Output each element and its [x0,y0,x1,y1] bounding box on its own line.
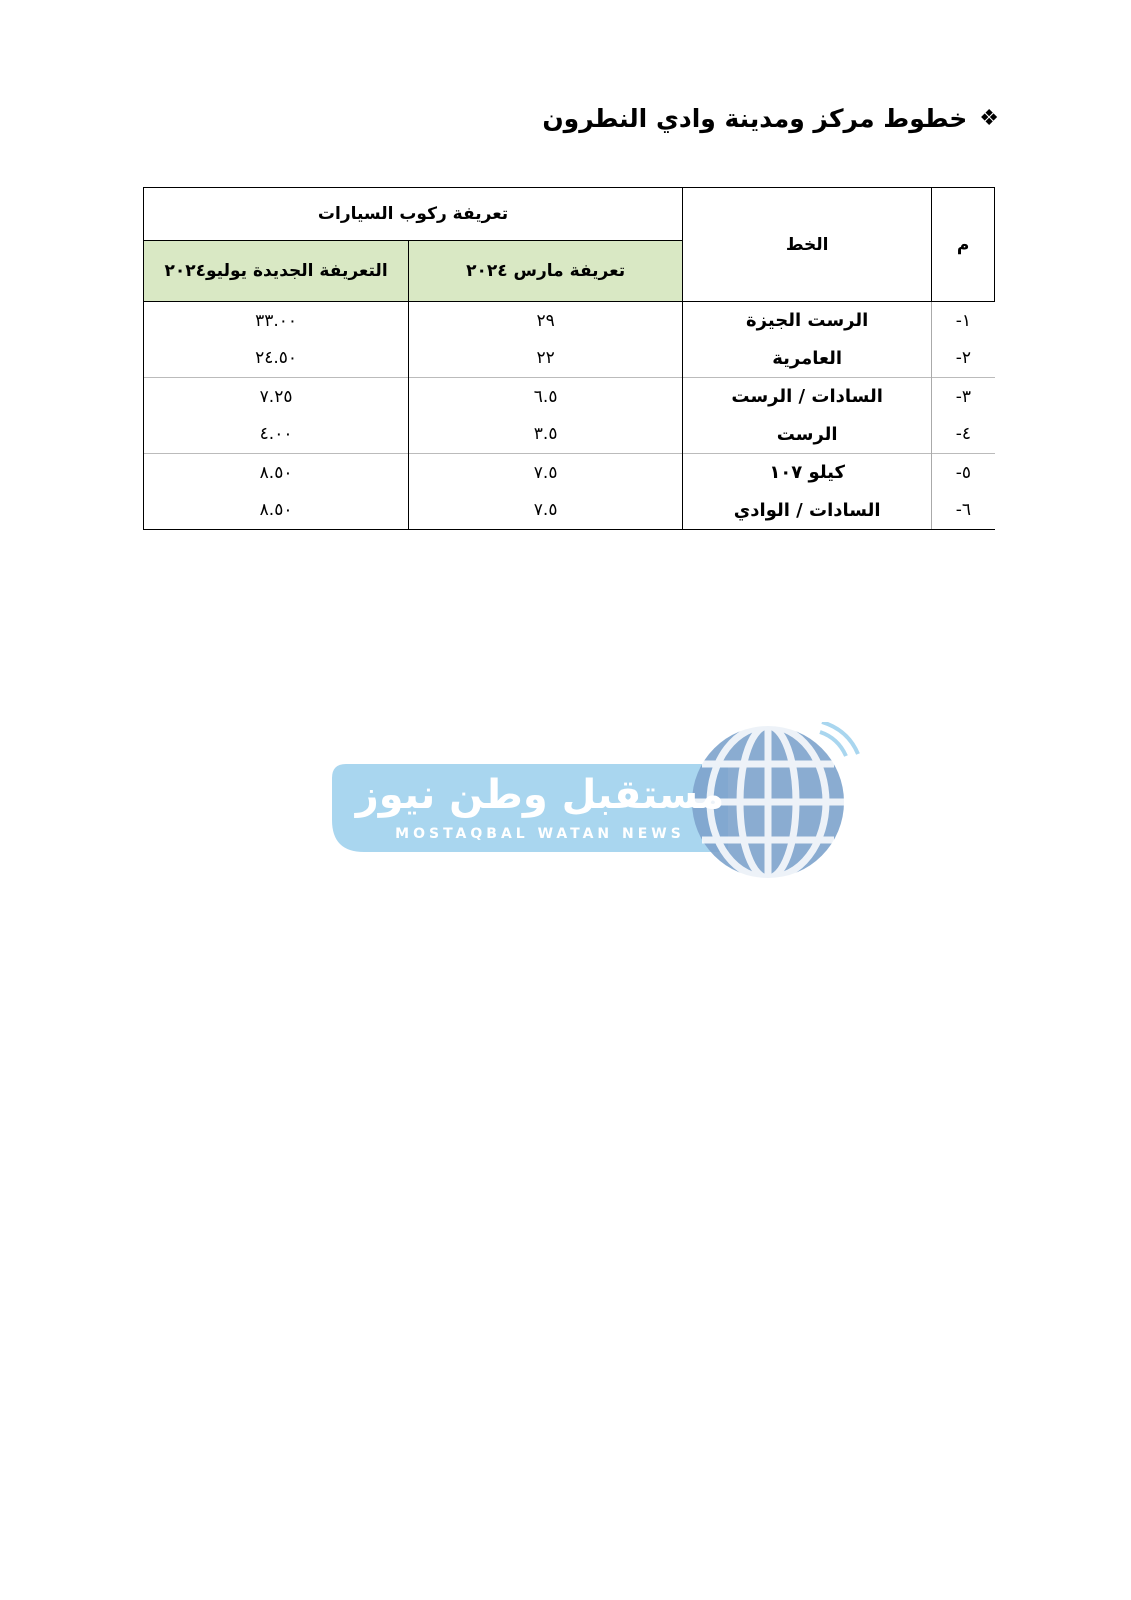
heading-text: خطوط مركز ومدينة وادي النطرون [542,104,968,133]
row-july-fare: ٨.٥٠ [144,492,409,530]
row-index: ٤- [932,416,995,454]
table-row [144,302,995,340]
header-line: الخط [683,188,932,302]
watermark-arabic: مستقبل وطن نيوز [355,772,725,818]
row-march-fare: ٢٢ [409,340,683,378]
row-july-fare: ٤.٠٠ [144,416,409,454]
row-march-fare: ٦.٥ [409,378,683,416]
row-index: ٦- [932,492,995,530]
table-row [144,378,995,416]
row-line-name: الرست الجيزة [683,302,932,340]
signal-waves-icon [820,722,858,756]
row-line-name: كيلو ١٠٧ [683,454,932,492]
row-line-name: العامرية [683,340,932,378]
row-index: ٢- [932,340,995,378]
table-row [144,416,995,454]
row-march-fare: ٧.٥ [409,454,683,492]
row-line-name: الرست [683,416,932,454]
table-row [144,492,995,530]
row-index: ٥- [932,454,995,492]
row-july-fare: ٧.٢٥ [144,378,409,416]
watermark-english: MOSTAQBAL WATAN NEWS [395,826,685,842]
header-july-fare: التعريفة الجديدة يوليو٢٠٢٤ [144,241,409,302]
row-index: ٣- [932,378,995,416]
watermark-logo [328,722,868,892]
row-march-fare: ٢٩ [409,302,683,340]
row-index: ١- [932,302,995,340]
row-march-fare: ٧.٥ [409,492,683,530]
header-index: م [932,188,995,302]
row-march-fare: ٣.٥ [409,416,683,454]
row-line-name: السادات / الرست [683,378,932,416]
row-july-fare: ٨.٥٠ [144,454,409,492]
fares-table [143,187,995,530]
row-july-fare: ٣٣.٠٠ [144,302,409,340]
table-row [144,340,995,378]
row-july-fare: ٢٤.٥٠ [144,340,409,378]
page-heading [542,104,999,133]
header-march-fare: تعريفة مارس ٢٠٢٤ [409,241,683,302]
row-line-name: السادات / الوادي [683,492,932,530]
table-row [144,454,995,492]
diamond-bullet-icon: ❖ [979,105,999,131]
header-fare-group: تعريفة ركوب السيارات [144,188,683,241]
